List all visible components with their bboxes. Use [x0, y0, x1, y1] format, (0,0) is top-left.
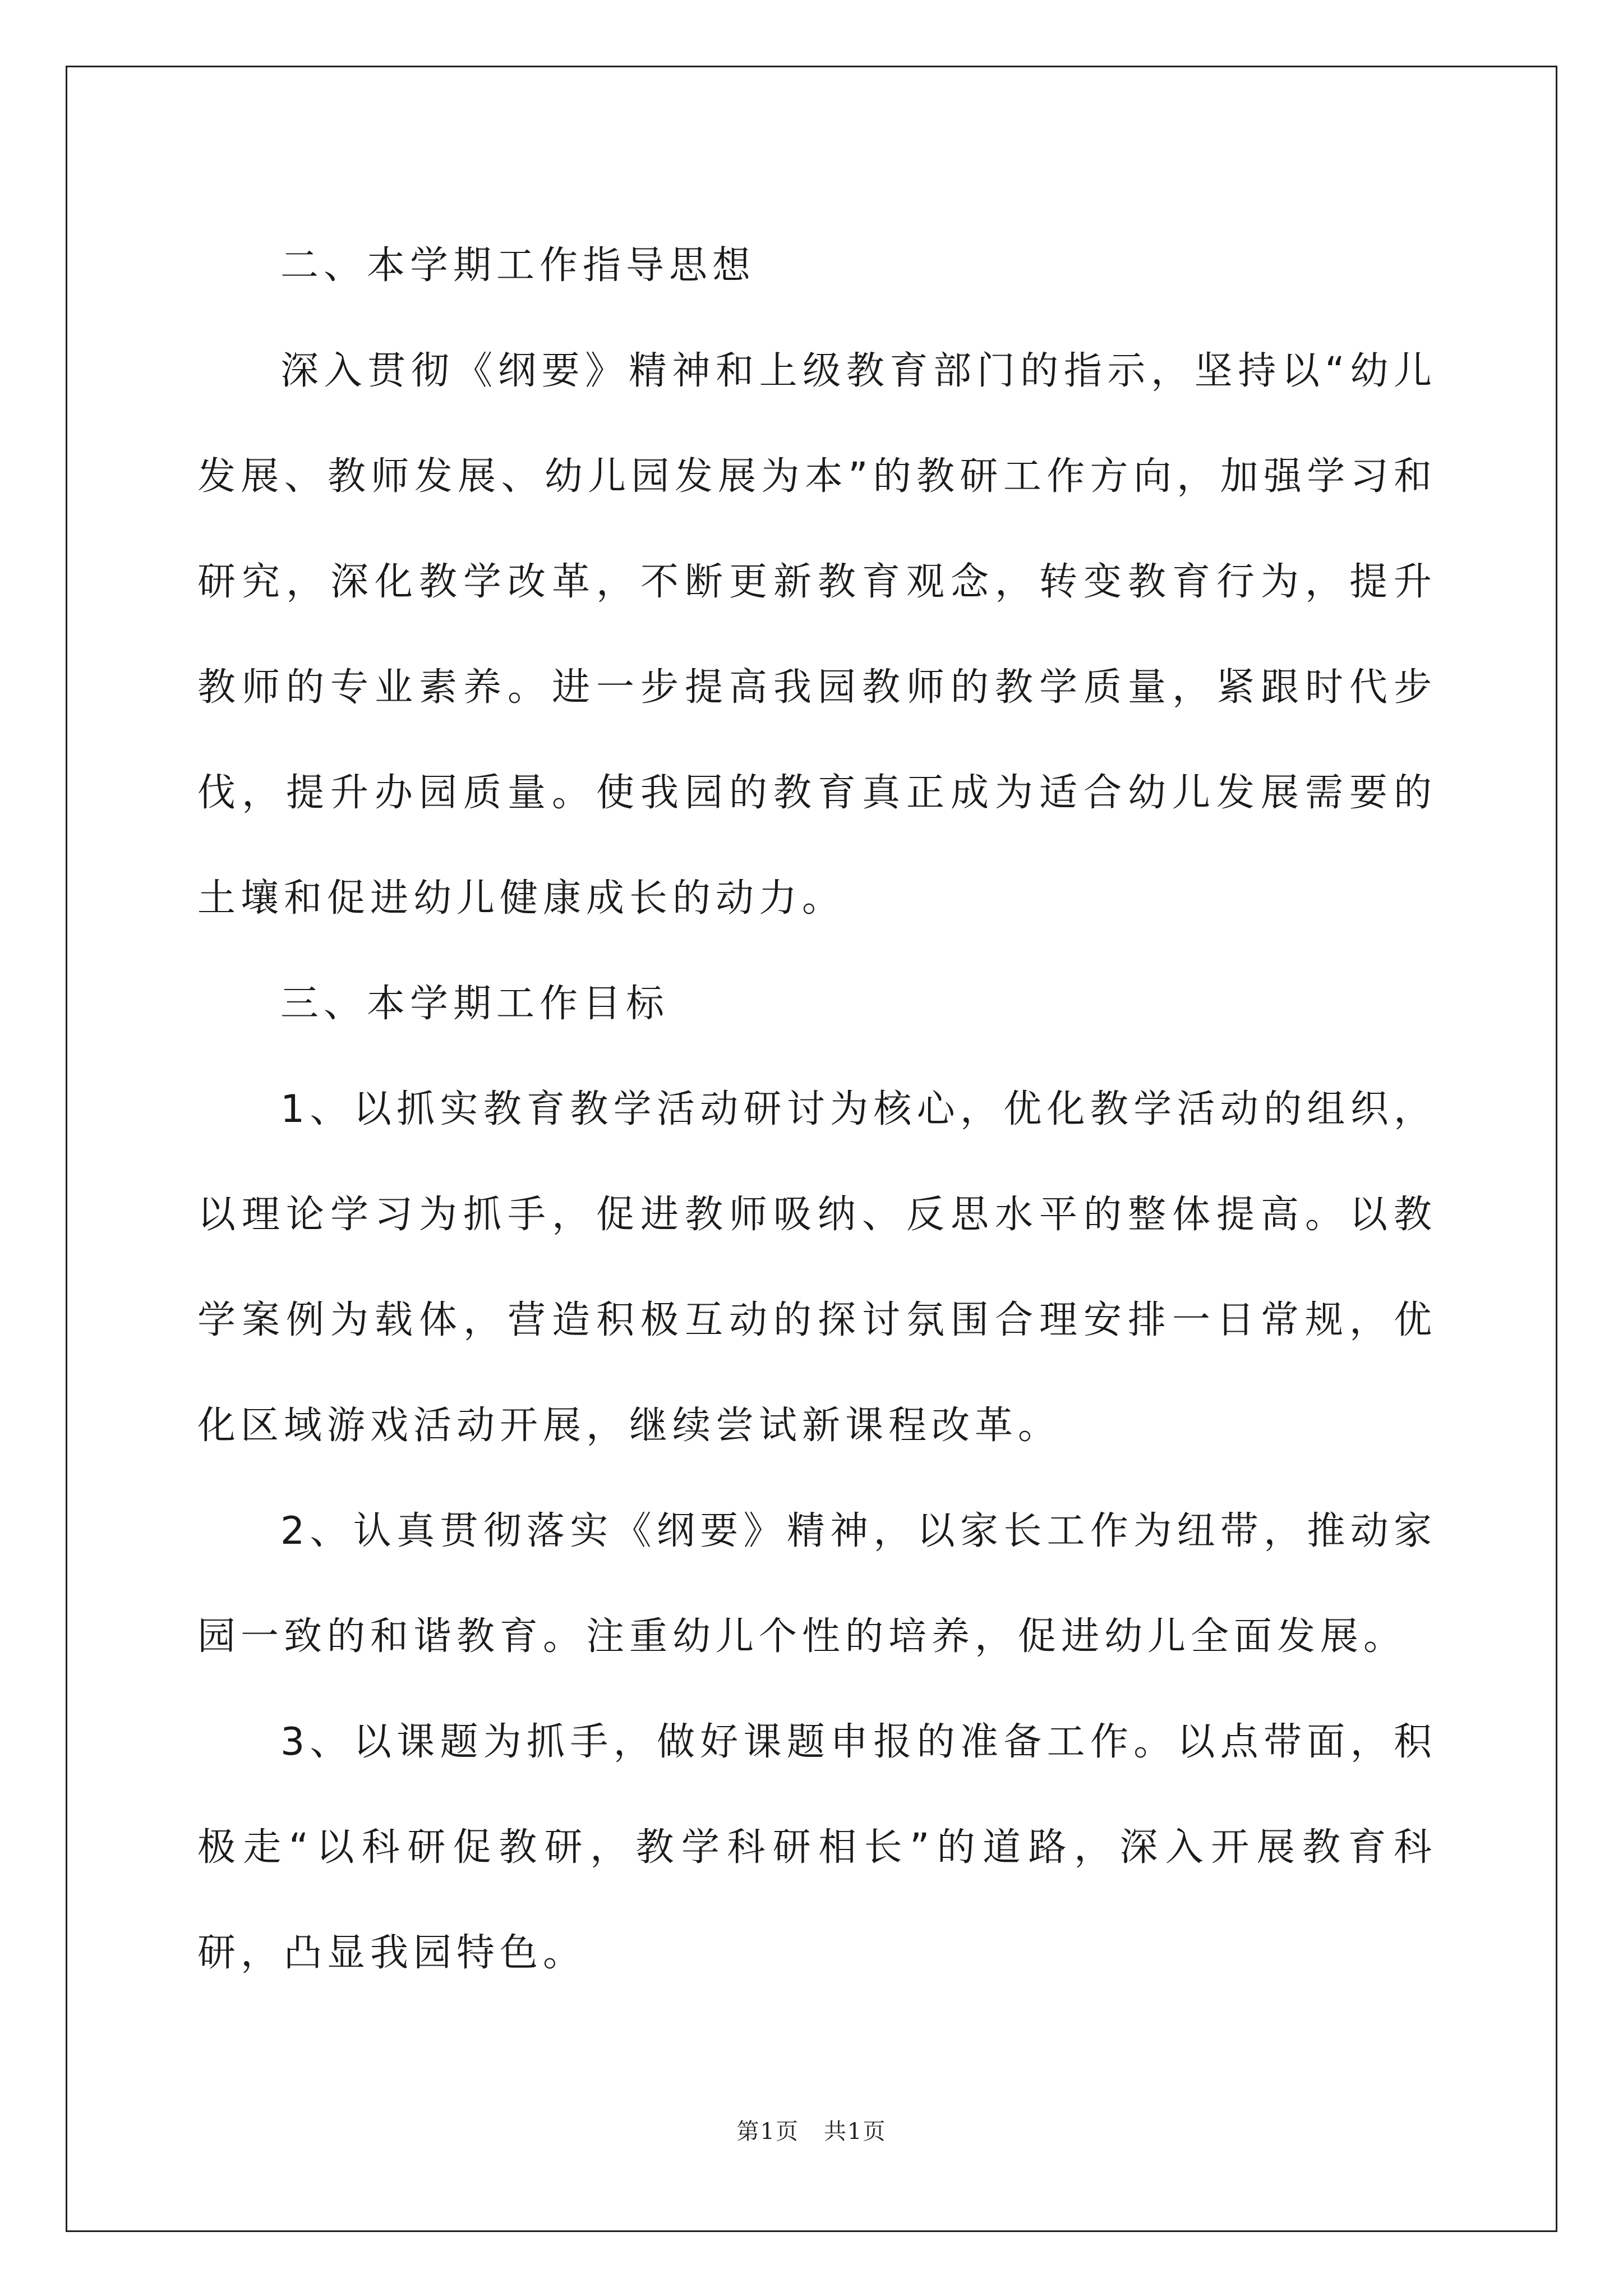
- section-heading-goals: 三、本学期工作目标: [280, 982, 670, 1026]
- page-number: 第1页: [736, 2119, 799, 2145]
- paragraph-goal-2: 2、认真贯彻落实《纲要》精神，以家长工作为纽带，推动家园一致的和谐教育。注重幼儿个性的培养，促进幼儿全面发展。: [197, 1509, 1437, 1659]
- paragraph-goal-3: 3、以课题为抓手，做好课题申报的准备工作。以点带面，积极走“以科研促教研，教学科研相长”的道路，深入开展教育科研，凸显我园特色。: [197, 1720, 1437, 1975]
- page-footer: [0, 2114, 1623, 2146]
- document-body: [197, 213, 1437, 2006]
- paragraph-guiding-ideology: 深入贯彻《纲要》精神和上级教育部门的指示，坚持以“幼儿发展、教师发展、幼儿园发展为本”的教研工作方向，加强学习和研究，深化教学改革，不断更新教育观念，转变教育行为，提升教师的专业素养。进一步提高我园教师的教学质量，紧跟时代步伐，提升办园质量。使我园的教育真正成为适合幼儿发展需要的土壤和促进幼儿健康成长的动力。: [197, 349, 1437, 921]
- section-heading-guiding-ideology: 二、本学期工作指导思想: [280, 243, 756, 288]
- paragraph-goal-1: 1、以抓实教育教学活动研讨为核心，优化教学活动的组织，以理论学习为抓手，促进教师吸纳、反思水平的整体提高。以教学案例为载体，营造积极互动的探讨氛围合理安排一日常规，优化区域游戏活动开展，继续尝试新课程改革。: [197, 1087, 1437, 1448]
- page-total: 共1页: [824, 2119, 887, 2145]
